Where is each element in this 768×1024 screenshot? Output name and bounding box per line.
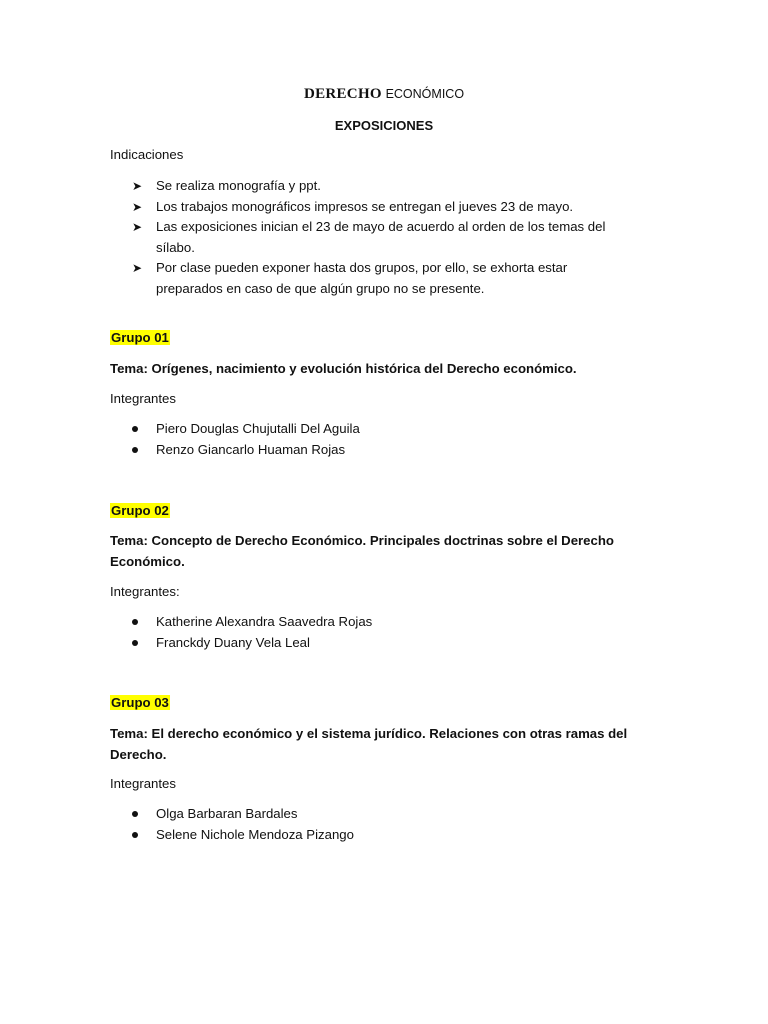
- member-item: [110, 804, 640, 825]
- topic-line: Derecho.: [110, 747, 167, 762]
- group-name: Grupo 02: [111, 503, 169, 518]
- member-name: Katherine Alexandra Saavedra Rojas: [156, 614, 373, 629]
- members-list-02: [110, 612, 640, 653]
- list-item: [110, 217, 640, 258]
- members-label-02: Integrantes:: [110, 584, 180, 599]
- list-item-text-continued: sílabo.: [156, 239, 195, 255]
- round-bullet-icon: [132, 811, 138, 817]
- arrowhead-bullet-icon: ➤: [132, 220, 143, 234]
- round-bullet-icon: [132, 640, 138, 646]
- group-topic-03: [110, 723, 640, 765]
- group-topic-01: [110, 358, 640, 379]
- member-item: [110, 633, 640, 654]
- member-name: Renzo Giancarlo Huaman Rojas: [156, 441, 346, 457]
- round-bullet-icon: [132, 426, 138, 432]
- list-item: [110, 258, 640, 299]
- arrowhead-bullet-icon: ➤: [132, 179, 143, 193]
- members-list-03: [110, 804, 640, 845]
- group-heading-03: [110, 693, 170, 713]
- round-bullet-icon: [132, 832, 138, 838]
- member-name: Piero Douglas Chujutalli Del Aguila: [156, 421, 360, 436]
- list-item-text: Las exposiciones inician el 23 de mayo de acuerdo al orden de los temas del: [156, 219, 606, 234]
- topic-line: Tema: El derecho económico y el sistema jurídico. Relaciones con otras ramas del: [110, 726, 628, 741]
- group-name: Grupo 03: [111, 695, 169, 710]
- member-item: [110, 612, 640, 633]
- list-item-text: Se realiza monografía y ppt.: [156, 178, 321, 193]
- document-title: [110, 86, 658, 103]
- indicaciones-list: [110, 176, 640, 299]
- list-item: [110, 176, 640, 197]
- round-bullet-icon: [132, 447, 138, 453]
- topic-line: Tema: Concepto de Derecho Económico. Principales doctrinas sobre el Derecho: [110, 533, 614, 548]
- members-label-01: Integrantes: [110, 391, 176, 406]
- group-heading-02: [110, 501, 170, 521]
- list-item-text-continued: preparados en caso de que algún grupo no se presente.: [156, 280, 485, 296]
- title-rest: ECONÓMICO: [385, 87, 465, 101]
- topic-line: Económico.: [110, 554, 185, 569]
- round-bullet-icon: [132, 619, 138, 625]
- member-name: Franckdy Duany Vela Leal: [156, 634, 310, 650]
- member-item: [110, 825, 640, 846]
- indicaciones-label: Indicaciones: [110, 147, 184, 162]
- arrowhead-bullet-icon: ➤: [132, 199, 143, 214]
- arrowhead-bullet-icon: ➤: [132, 261, 143, 275]
- group-topic-02: [110, 530, 640, 572]
- group-heading-01: [110, 328, 170, 348]
- member-item: [110, 419, 640, 440]
- list-item-text: Por clase pueden exponer hasta dos grupos, por ello, se exhorta estar: [156, 260, 568, 275]
- title-main: DERECHO: [303, 86, 382, 102]
- list-item: [110, 197, 640, 218]
- topic-line: Tema: Orígenes, nacimiento y evolución histórica del Derecho económico.: [110, 361, 577, 376]
- members-label-03: Integrantes: [110, 776, 176, 791]
- members-list-01: [110, 419, 640, 460]
- member-name: Olga Barbaran Bardales: [156, 806, 298, 821]
- list-item-text: Los trabajos monográficos impresos se entregan el jueves 23 de mayo.: [156, 198, 574, 214]
- document-subtitle: EXPOSICIONES: [334, 118, 434, 133]
- member-name: Selene Nichole Mendoza Pizango: [156, 826, 354, 842]
- member-item: [110, 440, 640, 461]
- group-name: Grupo 01: [111, 330, 169, 345]
